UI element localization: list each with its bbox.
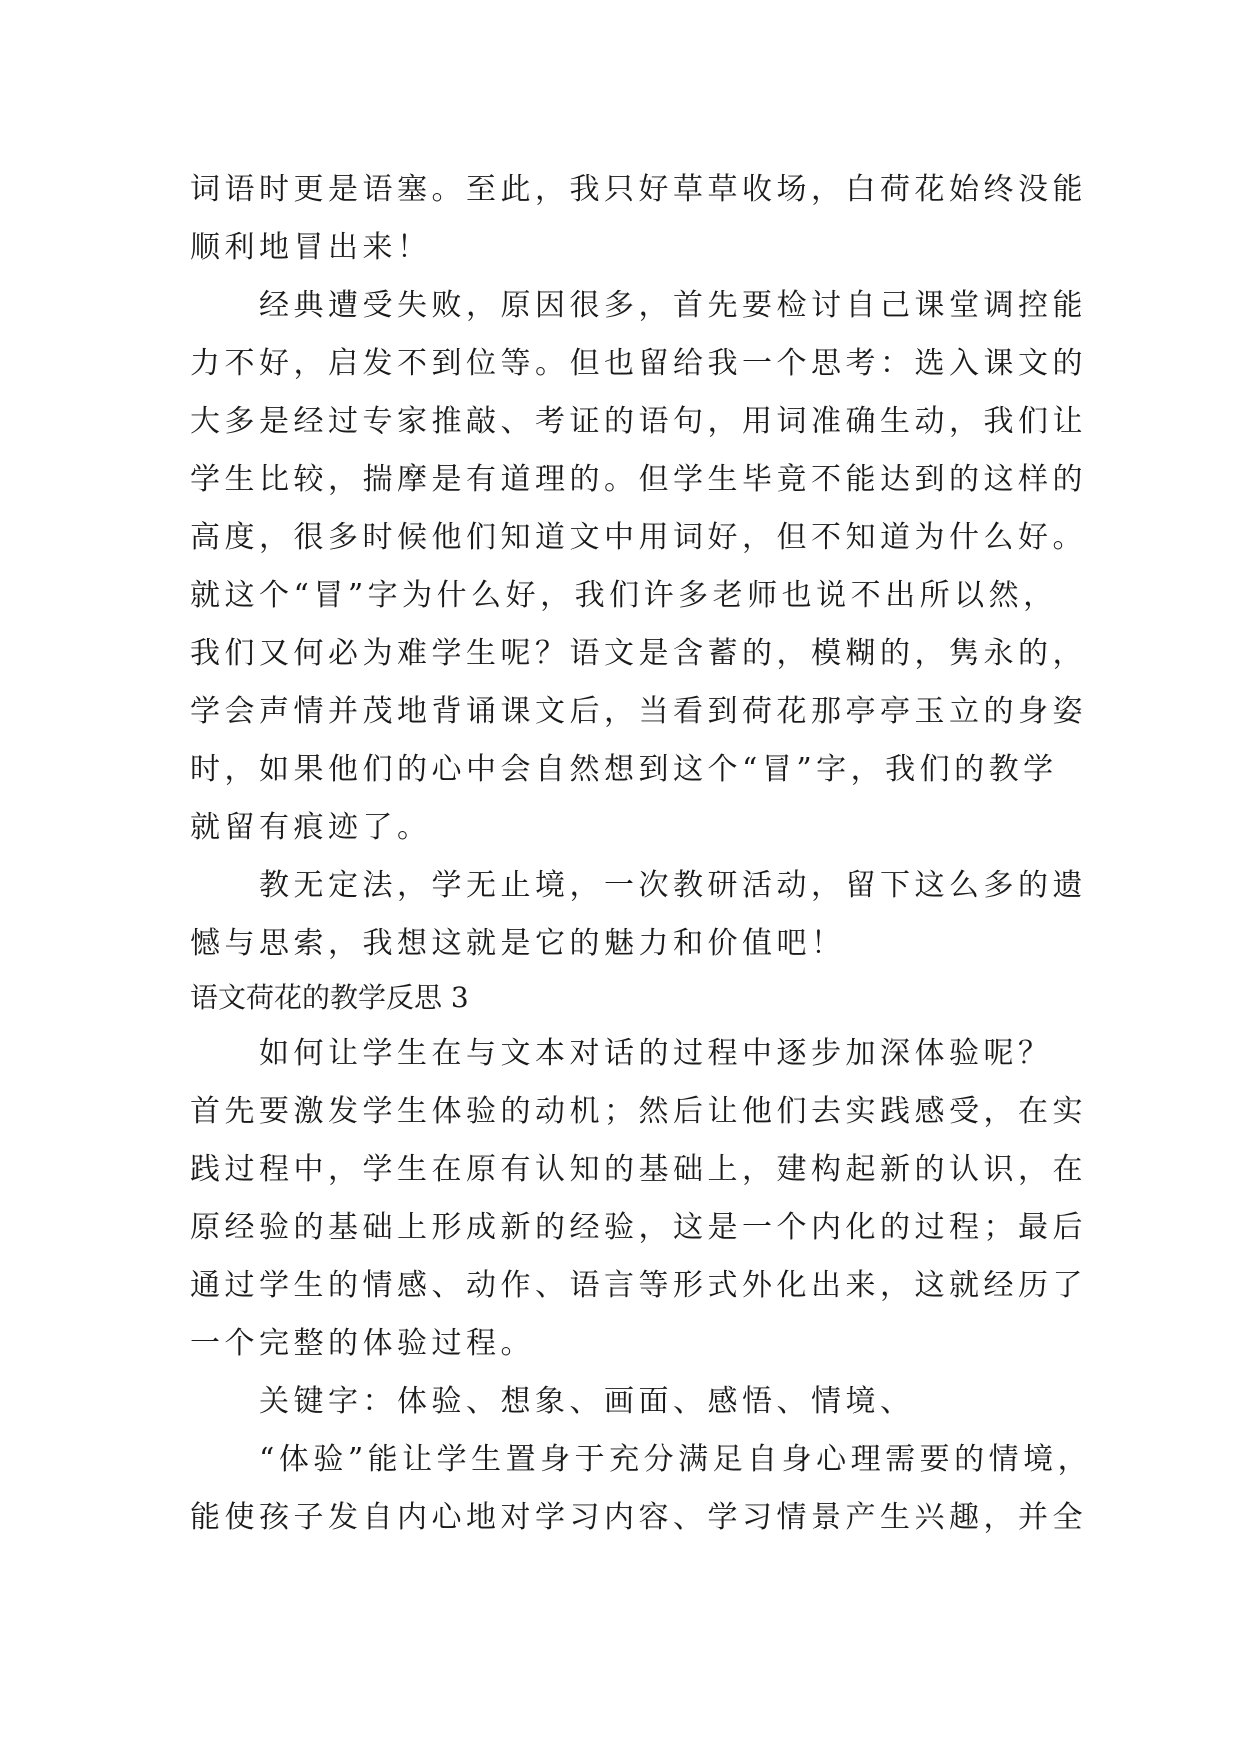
- keywords-line: 关键字：体验、想象、画面、感悟、情境、: [190, 1384, 915, 1419]
- text-line: 顺利地冒出来！: [190, 230, 432, 265]
- text-line: 我们又何必为难学生呢？语文是含蓄的，模糊的，隽永的，: [190, 636, 1087, 671]
- paragraph-start-line: “体验”能让学生置身于充分满足自身心理需要的情境，: [190, 1442, 1093, 1477]
- text-line: 通过学生的情感、动作、语言等形式外化出来，这就经历了: [190, 1268, 1087, 1303]
- text-line: 时，如果他们的心中会自然想到这个“冒”字，我们的教学: [190, 752, 1058, 787]
- text-line: 大多是经过专家推敲、考证的语句，用词准确生动，我们让: [190, 404, 1087, 439]
- text-line: 力不好，启发不到位等。但也留给我一个思考：选入课文的: [190, 346, 1087, 381]
- text-line: 原经验的基础上形成新的经验，这是一个内化的过程；最后: [190, 1210, 1087, 1245]
- paragraph-start-line: 如何让学生在与文本对话的过程中逐步加深体验呢？: [190, 1036, 1053, 1071]
- paragraph-start-line: 教无定法，学无止境，一次教研活动，留下这么多的遗: [190, 868, 1087, 903]
- text-line: 践过程中，学生在原有认知的基础上，建构起新的认识，在: [190, 1152, 1087, 1187]
- text-line: 能使孩子发自内心地对学习内容、学习情景产生兴趣，并全: [190, 1500, 1087, 1535]
- text-line: 词语时更是语塞。至此，我只好草草收场，白荷花始终没能: [190, 172, 1087, 207]
- text-line: 学会声情并茂地背诵课文后，当看到荷花那亭亭玉立的身姿: [190, 694, 1087, 729]
- text-line: 首先要激发学生体验的动机；然后让他们去实践感受，在实: [190, 1094, 1087, 1129]
- paragraph-start-line: 经典遭受失败，原因很多，首先要检讨自己课堂调控能: [190, 288, 1087, 323]
- text-line: 高度，很多时候他们知道文中用词好，但不知道为什么好。: [190, 520, 1087, 555]
- text-line: 一个完整的体验过程。: [190, 1326, 535, 1361]
- text-line: 学生比较，揣摩是有道理的。但学生毕竟不能达到的这样的: [190, 462, 1087, 497]
- text-line: 憾与思索，我想这就是它的魅力和价值吧！: [190, 926, 846, 961]
- section-heading: 语文荷花的教学反思 3: [190, 981, 469, 1014]
- text-line: 就这个“冒”字为什么好，我们许多老师也说不出所以然，: [190, 578, 1058, 613]
- text-line: 就留有痕迹了。: [190, 810, 432, 845]
